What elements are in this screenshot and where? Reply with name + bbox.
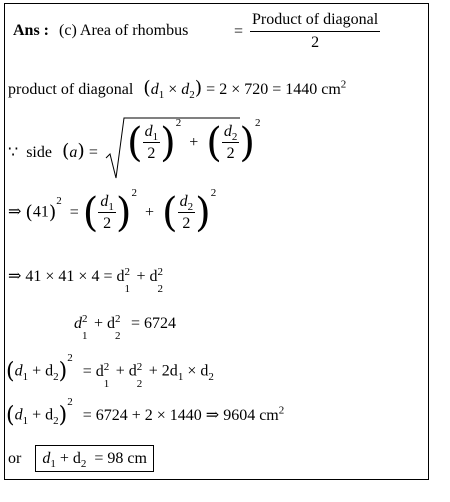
fraction-denominator: 2 bbox=[311, 34, 320, 51]
side-value: 41 bbox=[32, 203, 49, 221]
product-text: product of diagonal bbox=[8, 81, 134, 98]
d2-subscript: 2 bbox=[189, 89, 195, 102]
unit-exponent: 2 bbox=[340, 78, 347, 91]
paren-open: ( bbox=[143, 77, 151, 99]
sum-of-squares-line: d 2 1 + d 2 2 = 6724 bbox=[74, 313, 177, 342]
times-sign: × bbox=[168, 81, 178, 98]
answer-line bbox=[13, 23, 188, 39]
square-of-sum-value: $(d_1 + d_2)^2 = 6724 + 2 \times 1440$ ⇒ 9604 $cm^2$ bbox=[6, 396, 285, 428]
side-variable: a bbox=[69, 144, 78, 161]
area-of-rhombus-text: (c) Area of rhombus bbox=[59, 22, 189, 39]
side-text: side bbox=[26, 144, 52, 161]
equals-sign: = bbox=[88, 144, 98, 161]
fraction-numerator: Product of diagonal bbox=[250, 12, 380, 32]
area-fraction bbox=[250, 12, 380, 51]
final-answer-value: = 98 cm bbox=[94, 450, 147, 467]
equals-sign: = bbox=[234, 23, 244, 40]
paren-close: ) bbox=[194, 77, 203, 99]
expansion-text: 41 × 41 × 4 = d bbox=[25, 268, 125, 285]
implies-arrow: ⇒ bbox=[8, 203, 22, 221]
or-text: or bbox=[8, 450, 22, 467]
implies-arrow: ⇒ bbox=[8, 268, 22, 285]
product-result: = 2 × 720 = 1440 cm bbox=[206, 81, 341, 98]
final-answer-line bbox=[8, 450, 154, 471]
square-of-sum-identity: $(d_1 + d_2)^2 = d$ 2 1 + d 2 2 + $2d_1 \times d_2$ bbox=[6, 352, 214, 390]
because-symbol: ∵ bbox=[8, 144, 19, 161]
final-answer-box: $d_1 + d_2 = 98$ cm bbox=[35, 445, 154, 472]
d1-symbol: d bbox=[150, 81, 159, 98]
product-of-diagonal-line bbox=[8, 77, 347, 102]
side-formula-expression: ( $\frac{d_1}{2}$ )$^2$ + ( $\frac{d_2}{2}$ )$^2$ bbox=[127, 117, 261, 166]
d2-symbol: d bbox=[181, 81, 190, 98]
side-formula-label: ∵ side (a) = bbox=[8, 140, 98, 162]
expansion-line: ⇒ 41 × 41 × 4 = d 2 1 + d 2 2 bbox=[8, 266, 164, 295]
substitution-line: ⇒ $(41)^2$ = ( $\frac{d_1}{2}$ )$^2$ + ( $\frac{d_2}{2}$ )$^2$ bbox=[8, 187, 217, 236]
answer-label: Ans : bbox=[13, 22, 50, 39]
sum-of-squares-value: = 6724 bbox=[131, 315, 177, 332]
d1-subscript: 1 bbox=[158, 89, 165, 102]
square-of-sum-result: = 6724 + 2 × 1440 ⇒ 9604 cm bbox=[82, 406, 279, 424]
